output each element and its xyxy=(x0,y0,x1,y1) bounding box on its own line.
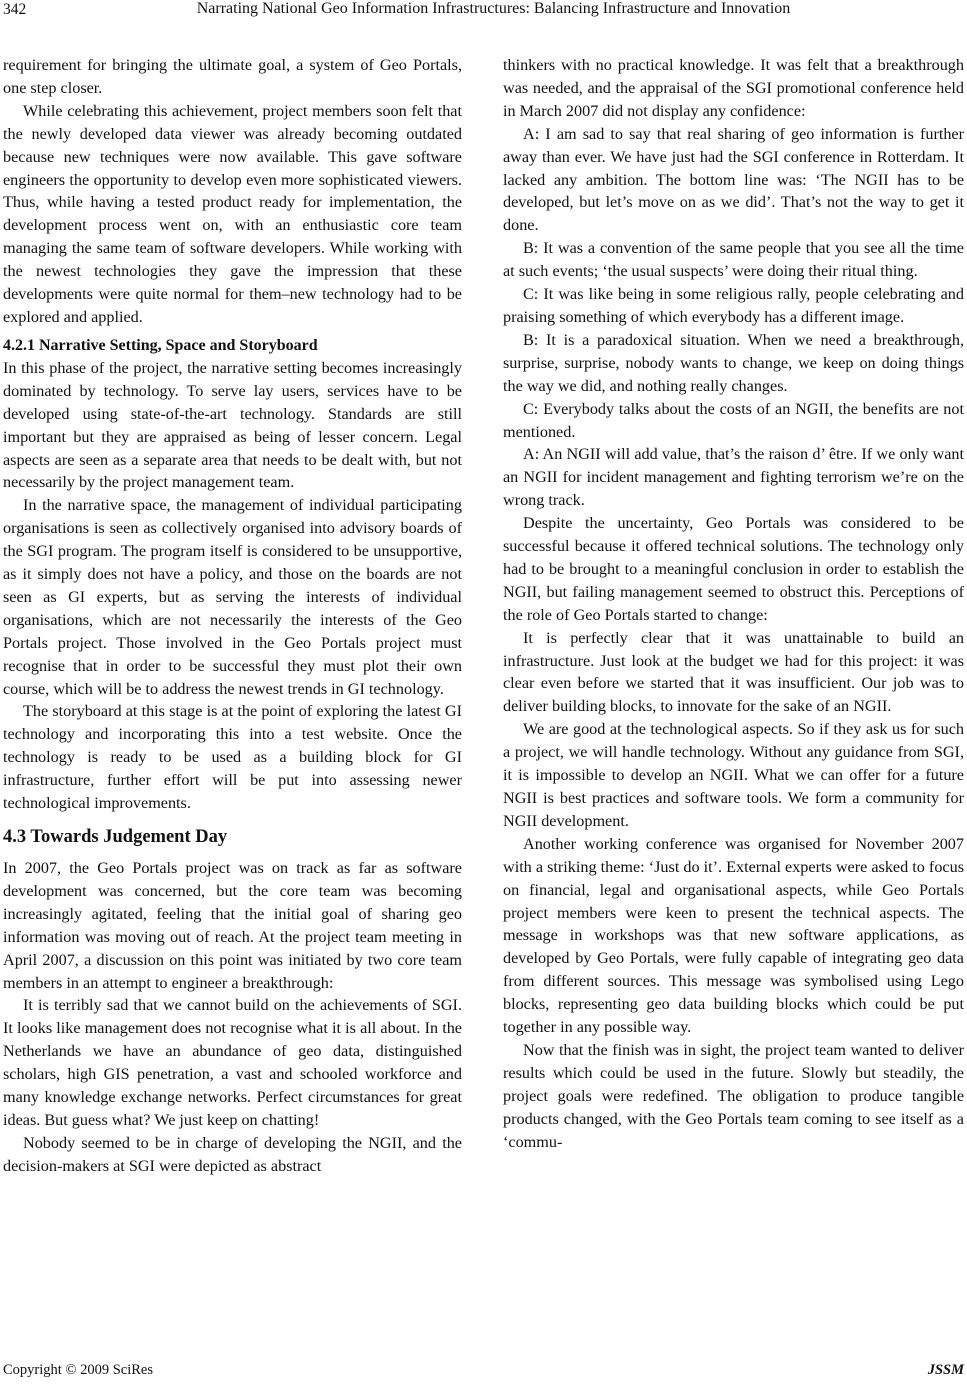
quote-paragraph: A: I am sad to say that real sharing of geo information is further away than ever. We have just had the SGI conference in Rotterdam. It lacked any ambition. The bottom line was: ‘The NGII has to be developed, but let’s move on as we did’. That’s not the way to get it done. xyxy=(503,124,964,235)
journal-name: JSSM xyxy=(927,1362,964,1378)
quote-paragraph: It is terribly sad that we cannot build on the achievements of SGI. It looks like management does not recognise what it is all about. In the Netherlands we have an abundance of geo data, distinguished scholars, high GIS penetration, a vast and schooled workforce and many knowledge exchange networks. Perfect circumstances for great ideas. But guess what? We just keep on chatting! xyxy=(3,996,462,1129)
quote-paragraph: A: An NGII will add value, that’s the raison d’ être. If we only want an NGII for incident management and fighting terrorism we’re on the wrong track. xyxy=(503,445,964,510)
paragraph: The storyboard at this stage is at the point of exploring the latest GI technology and incorporating this into a test website. Once the technology is ready to be used as a building block for GI infrastructure, further effort will be put into assessing newer technological improvements. xyxy=(3,702,462,813)
copyright-notice: Copyright © 2009 SciRes xyxy=(3,1362,153,1378)
quote-paragraph: B: It was a convention of the same people that you see all the time at such events; ‘the usual suspects’ were doing their ritual thing. xyxy=(503,239,964,281)
paragraph: thinkers with no practical knowledge. It was felt that a breakthrough was needed, and the appraisal of the SGI promotional conference held in March 2007 did not display any confidence: xyxy=(503,56,964,120)
left-column xyxy=(3,54,462,1178)
paragraph: Nobody seemed to be in charge of developing the NGII, and the decision-makers at SGI were depicted as abstract xyxy=(3,1133,462,1175)
paragraph: While celebrating this achievement, project members soon felt that the newly developed data viewer was already becoming outdated because new techniques were now available. This gave software engineers the opportunity to develop even more sophisticated viewers. Thus, while having a tested product ready for implementation, the development process went on, with an enthusiastic core team managing the same team of software developers. While working with the newest technologies they gave the impression that these developments were quite normal for them–new technology had to be explored and applied. xyxy=(3,101,462,326)
paragraph: Now that the finish was in sight, the project team wanted to deliver results which could be used in the future. Slowly but steadily, the project goals were redefined. The obligation to produce tangible products changed, with the Geo Portals team coming to see itself as a ‘commu- xyxy=(503,1040,964,1151)
paragraph: Despite the uncertainty, Geo Portals was considered to be successful because it offered technical solutions. The technology only had to be brought to a meaningful conclusion in order to establish the NGII, but failing management seemed to obstruct this. Perceptions of the role of Geo Portals started to change: xyxy=(503,514,964,624)
paragraph: Another working conference was organised for November 2007 with a striking theme: ‘Just do it’. External experts were asked to focus on financial, legal and organisational aspects, while Geo Portals project members were keen to present the technical aspects. The message in workshops was that new software applications, as developed by Geo Portals, were fully capable of integrating geo data from different sources. This message was symbolised using Lego blocks, representing geo data building blocks which could be put together in any possible way. xyxy=(503,834,964,1037)
quote-paragraph: We are good at the technological aspects. So if they ask us for such a project, we will handle technology. Without any guidance from SGI, it is impossible to develop an NGII. What we can offer for a future NGII is best practices and software tools. We form a community for NGII development. xyxy=(503,720,964,830)
paragraph: In 2007, the Geo Portals project was on track as far as software development was concerned, but the core team was becoming increasingly agitated, feeling that the initial goal of sharing geo information was moving out of reach. At the project team meeting in April 2007, a discussion on this point was initiated by two core team members in an attempt to engineer a breakthrough: xyxy=(3,859,462,992)
paragraph: requirement for bringing the ultimate goal, a system of Geo Portals, one step closer. xyxy=(3,56,462,97)
quote-paragraph: It is perfectly clear that it was unattainable to build an infrastructure. Just look at the budget we had for this project: it was clear even before we started that it was insufficient. Our job was to deliver building blocks, to innovate for the sake of an NGII. xyxy=(503,628,964,716)
quote-paragraph: B: It is a paradoxical situation. When we need a breakthrough, surprise, surprise, nobody wants to change, we keep on doing things the way we did, and nothing really changes. xyxy=(503,330,964,395)
page-header xyxy=(0,0,967,22)
right-column xyxy=(503,54,964,1154)
page-number: 342 xyxy=(3,1,27,18)
quote-paragraph: C: Everybody talks about the costs of an NGII, the benefits are not mentioned. xyxy=(503,399,964,441)
running-title: Narrating National Geo Information Infrastructures: Balancing Infrastructure and Innovation xyxy=(196,0,791,17)
quote-paragraph: C: It was like being in some religious rally, people celebrating and praising something of which everybody has a different image. xyxy=(503,285,964,326)
subsection-heading: 4.2.1 Narrative Setting, Space and Storyboard xyxy=(3,336,318,354)
paragraph: In this phase of the project, the narrative setting becomes increasingly dominated by technology. To serve lay users, services have to be developed using state-of-the-art technology. Standards are still important but they are appraised as being of lesser concern. Legal aspects are seen as a separate area that needs to be dealt with, but not necessarily by the project management team. xyxy=(3,358,462,492)
section-heading: 4.3 Towards Judgement Day xyxy=(3,827,228,847)
paragraph: In the narrative space, the management of individual participating organisations is seen as collectively organised into advisory boards of the SGI program. The program itself is considered to be unsupportive, as it simply does not have a policy, and those on the boards are not seen as GI experts, but as serving the interests of individual organisations, which are not necessarily the interests of the Geo Portals project. Those involved in the Geo Portals project must recognise that in order to be successful they must plot their own course, which will be to address the newest trends in GI technology. xyxy=(3,496,462,698)
